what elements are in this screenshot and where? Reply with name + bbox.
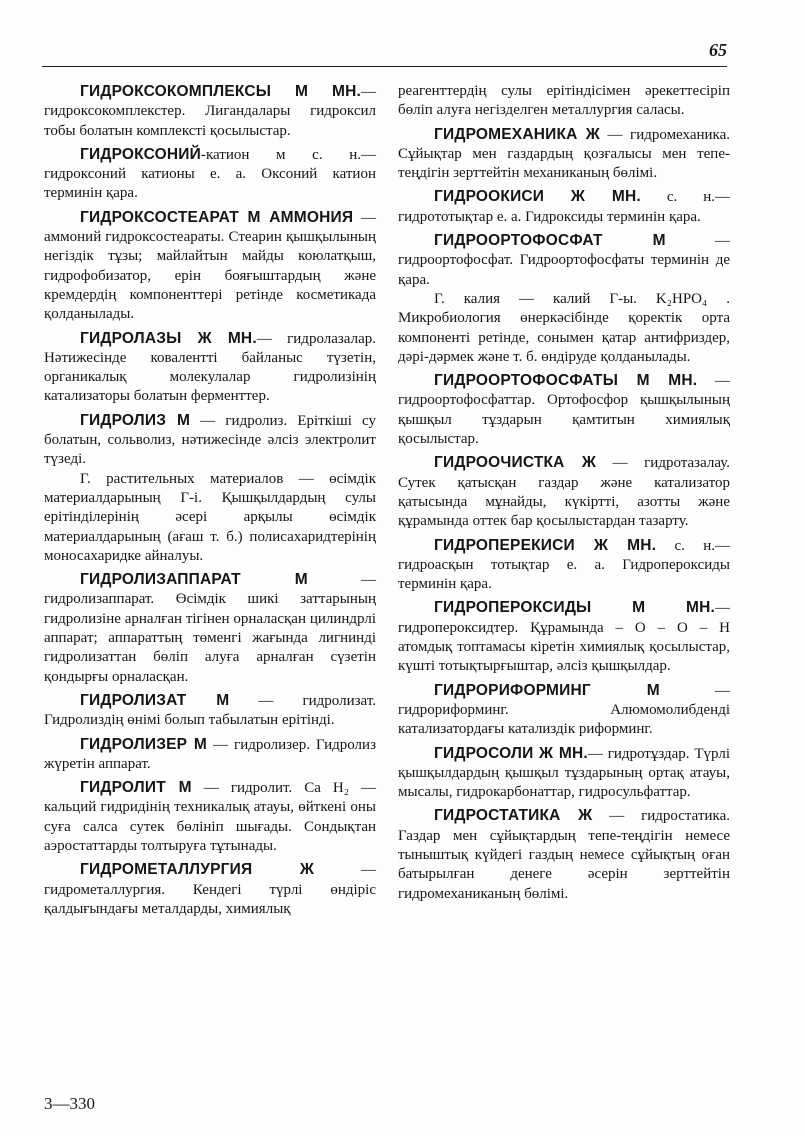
dictionary-entry bbox=[398, 453, 730, 531]
entry-text: — гидроортофосфаттар. Ортофосфор қышқылының қышқыл тұздарын қамтитын химиялық қосылыстар. bbox=[398, 373, 730, 448]
entry-text: с. н.— гидрототықтар е. а. Гидроксиды терминін қара. bbox=[398, 189, 731, 225]
dictionary-entry bbox=[44, 860, 376, 919]
entry-text: — гидролизер. Гидролиз жүретін аппарат. bbox=[44, 736, 376, 772]
dictionary-entry bbox=[398, 187, 730, 227]
entry-headword: ГИДРОМЕТАЛЛУРГИЯ Ж bbox=[80, 861, 315, 879]
entry-text: Г. калия — калий Г-ы. K₂HPO₄ . Микробиология өнеркәсібінде қоректік орта компоненті ретінде, сонымен қатар антифриздер, дәрі-дәрмек және т. б. өндіруде қолданылады. bbox=[398, 290, 730, 365]
entry-text: — гидромеханика. Сұйықтар мен газдардың қозғалысы мен тепе-теңдігін зерттейтін механиканың бөлімі. bbox=[398, 126, 731, 182]
entry-continuation bbox=[398, 82, 730, 121]
entry-text: — гидрориформинг. Алюмомолибденді катализатордағы катализдік риформинг. bbox=[398, 682, 731, 738]
dictionary-entry bbox=[398, 598, 730, 676]
dictionary-entry bbox=[398, 744, 730, 803]
dictionary-entry bbox=[44, 82, 376, 141]
entry-headword: ГИДРОЛАЗЫ Ж МН. bbox=[80, 329, 257, 347]
entry-headword: ГИДРООРТОФОСФАТ М bbox=[434, 232, 666, 250]
entry-text: — гидролазалар. Нәтижесінде коваленттi байланыс түзетін, органикалық молекулалар гидролизінің катализаторы болатын ферменттер. bbox=[44, 330, 376, 405]
entry-text: — гидролизаппарат. Өсімдік шикі заттарының гидролизіне арналған тігінен орналасқан цилиндрлі аппарат; аппараттың төменгі жағында лигнинді гидролизаттан бөліп алуға арналған сүзетін қондырғы орналасқан. bbox=[44, 572, 377, 685]
entry-headword: ГИДРОКСОКОМПЛЕКСЫ М МН. bbox=[80, 83, 361, 100]
dictionary-entry bbox=[44, 691, 376, 731]
entry-headword: ГИДРОПЕРОКСИДЫ М МН. bbox=[434, 599, 715, 617]
dictionary-entry bbox=[398, 125, 730, 184]
entry-text: с. н.— гидроасқын тотықтар е. а. Гидропероксиды терминін қара. bbox=[398, 537, 731, 593]
entry-headword: ГИДРОЛИЗАППАРАТ М bbox=[80, 571, 308, 589]
entry-text: — гидротұздар. Түрлі қышқылдардың қышқыл тұздарының ортақ атауы, мысалы, гидрокарбонаттар, гидросульфаттар. bbox=[398, 745, 730, 801]
page-number: 65 bbox=[709, 40, 727, 60]
dictionary-entry bbox=[398, 231, 730, 290]
entry-text: — гидростатика. Газдар мен сұйықтардың тепе-теңдігін немесе тыныштық күйдегі газдың немесе сұйықтың оған батырылған денеге әсерін зерттейтін гидромеханиканың бөлімі. bbox=[398, 808, 730, 902]
dictionary-entry bbox=[398, 806, 730, 903]
entry-text: -катион м с. н.— гидроксоний катионы е. а. Оксоний катион терминін қара. bbox=[44, 146, 376, 202]
left-column bbox=[44, 82, 376, 919]
entry-headword: ГИДРОЛИЗЕР М bbox=[80, 735, 208, 753]
entry-headword: ГИДРОКСОНИЙ bbox=[80, 145, 201, 163]
dictionary-entry bbox=[44, 735, 376, 775]
entry-text: Г. растительных материалов — өсімдік материалдарының Г-і. Қышқылдардың сулы ерітінділерінің әсері арқылы өсімдік материалдарының (ағаш т. б.) полисахаридтерінің моносахаридке айналуы. bbox=[44, 470, 376, 564]
entry-headword: ГИДРОСТАТИКА Ж bbox=[434, 807, 593, 825]
dictionary-entry bbox=[398, 536, 730, 595]
entry-headword: ГИДРОМЕХАНИКА Ж bbox=[434, 125, 601, 143]
header-rule bbox=[42, 66, 727, 67]
dictionary-entry bbox=[44, 208, 376, 325]
entry-headword: ГИДРООЧИСТКА Ж bbox=[434, 454, 597, 472]
right-column bbox=[398, 82, 730, 904]
entry-text: — гидролиз. Еріткіші су болатын, сольволиз, нәтижесінде әлсіз электролит түзеді. bbox=[44, 412, 376, 468]
entry-headword: ГИДРООРТОФОСФАТЫ М МН. bbox=[434, 372, 698, 390]
entry-text: реагенттердің сулы ерітіндісімен әрекеттесіріп бөліп алуға негізделген металлургия саласы. bbox=[398, 83, 730, 119]
entry-text: — аммоний гидроксостеараты. Стеарин қышқылының негіздік тұзы; майлайтын майды коюлатқыш, гидрофобизатор, ерін бояғыштардың және кремдердің компоненттері ретінде косметикада қолданылады. bbox=[44, 209, 376, 323]
dictionary-entry bbox=[44, 778, 376, 856]
entry-headword: ГИДРОСОЛИ Ж МН. bbox=[434, 744, 588, 762]
dictionary-entry bbox=[44, 329, 376, 407]
dictionary-entry bbox=[44, 570, 376, 687]
entry-text: — гидролизат. Гидролиздің өнімі болып табылатын ерітінді. bbox=[44, 692, 376, 729]
entry-text: — гидропероксидтер. Құрамында – O – O – H атомдық топтамасы кіретін химиялық қосылыстар, күшті тотықтырғыштар, әлсіз қышқылдар. bbox=[398, 600, 730, 675]
entry-headword: ГИДРООКИСИ Ж МН. bbox=[434, 188, 641, 206]
entry-text: — гидротазалау. Сутек қатысқан газдар және катализатор қатысында мұнайды, күкіртті, азотты және құрамында оттек бар қосылыстардан тазарту. bbox=[398, 455, 730, 530]
entry-text: — гидрометаллургия. Кендегі түрлі өндіріс қалдығындағы металдарды, химиялық bbox=[44, 862, 376, 917]
entry-text: — гидроортофосфат. Гидроортофосфаты терминін де қара. bbox=[398, 233, 730, 288]
printer-signature: 3—330 bbox=[44, 1094, 95, 1113]
entry-headword: ГИДРОПЕРЕКИСИ Ж МН. bbox=[434, 536, 657, 554]
entry-headword: ГИДРОЛИЗАТ М bbox=[80, 691, 230, 709]
entry-headword: ГИДРОРИФОРМИНГ М bbox=[434, 681, 660, 699]
entry-headword: ГИДРОЛИТ М bbox=[80, 779, 192, 797]
entry-subparagraph bbox=[398, 290, 730, 367]
dictionary-entry bbox=[44, 145, 376, 204]
dictionary-entry bbox=[44, 411, 376, 470]
entry-headword: ГИДРОЛИЗ М bbox=[80, 411, 191, 429]
dictionary-entry bbox=[398, 371, 730, 449]
entry-headword: ГИДРОКСОСТЕАРАТ М АММОНИЯ bbox=[80, 208, 354, 226]
entry-text: — гидролит. Ca H₂ — кальций гидридінің техникалық атауы, өйткені оны суға салса сутек бөлініп шығады. Сондықтан аэростаттарды толтыруға тұтынады. bbox=[44, 780, 376, 854]
dictionary-entry bbox=[398, 681, 730, 740]
entry-text: — гидроксокомплекстер. Лигандалары гидроксил тобы болатын комплексті қосылыстар. bbox=[44, 84, 376, 139]
entry-subparagraph bbox=[44, 470, 376, 566]
